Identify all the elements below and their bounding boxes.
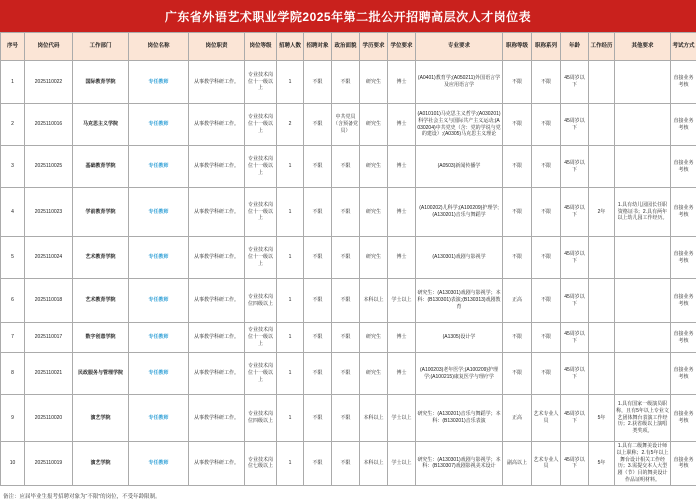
cell-exam: 直接业务考核: [671, 61, 696, 104]
cell-title-series: 不限: [532, 237, 561, 279]
cell-political: 不限: [332, 237, 360, 279]
cell-experience: [589, 279, 615, 323]
cell-exam: 直接业务考核: [671, 323, 696, 353]
cell-duty: 从事教学科研工作。: [189, 442, 245, 486]
col-header-title-series: 职称系列: [532, 33, 561, 61]
cell-other: 1.具有二级舞美设计师以上职称；2.有5年以上舞台设计相关工作经历；3.需提交本人大型剧（节）目的舞美设计作品证明材料。: [615, 442, 671, 486]
col-header-degree: 学位要求: [388, 33, 416, 61]
cell-title-series: 艺术专业人员: [532, 395, 561, 442]
cell-major: (A130301)戏剧与影视学: [416, 237, 503, 279]
cell-education: 研究生: [360, 188, 388, 237]
cell-political: 不限: [332, 353, 360, 395]
cell-department: 学前教育学院: [73, 188, 129, 237]
cell-education: 研究生: [360, 237, 388, 279]
cell-title-level: 不限: [503, 353, 532, 395]
cell-major: 研究生：(A130301)戏剧与影视学；本科：(B130307)戏剧影视美术设计: [416, 442, 503, 486]
footer-note: 备注：应届毕业生报考招聘对象为“不限”的岗位，不受年龄限制。: [3, 493, 161, 500]
cell-education: 研究生: [360, 146, 388, 188]
table-row: [1, 395, 696, 442]
table-row: [1, 279, 696, 323]
cell-department: 国际教育学院: [73, 61, 129, 104]
cell-other: [615, 61, 671, 104]
cell-age: 45周岁以下: [561, 442, 589, 486]
col-header-political: 政治面貌: [332, 33, 360, 61]
cell-target: 不限: [304, 146, 332, 188]
cell-age: 45周岁以下: [561, 279, 589, 323]
cell-other: [615, 353, 671, 395]
recruitment-table: [0, 32, 696, 486]
col-header-code: 岗位代码: [25, 33, 73, 61]
cell-target: 不限: [304, 61, 332, 104]
cell-title-level: 不限: [503, 323, 532, 353]
cell-age: 45周岁以下: [561, 353, 589, 395]
cell-major: (A0503)新闻传播学: [416, 146, 503, 188]
cell-code: 2025110019: [25, 442, 73, 486]
cell-political: 不限: [332, 188, 360, 237]
cell-position[interactable]: 专任教师: [129, 237, 189, 279]
cell-major: (A100202)儿科学;(A100209)护理学;(A130201)音乐与舞蹈学: [416, 188, 503, 237]
cell-headcount: 1: [277, 395, 304, 442]
col-header-title-level: 职称等级: [503, 33, 532, 61]
cell-education: 本科以上: [360, 442, 388, 486]
header-row: [1, 33, 696, 61]
cell-duty: 从事教学科研工作。: [189, 237, 245, 279]
cell-other: [615, 146, 671, 188]
cell-department: 基础教育学院: [73, 146, 129, 188]
cell-serial: 4: [1, 188, 25, 237]
cell-title-series: 不限: [532, 104, 561, 146]
cell-other: 1.具有幼儿园园长任职资格证书；2.具有两年以上幼儿园工作经历。: [615, 188, 671, 237]
col-header-serial: 序号: [1, 33, 25, 61]
cell-title-level: 不限: [503, 146, 532, 188]
cell-code: 2025110023: [25, 188, 73, 237]
cell-department: 马克思主义学院: [73, 104, 129, 146]
cell-exam: 直接业务考核: [671, 442, 696, 486]
col-header-target: 招聘对象: [304, 33, 332, 61]
cell-education: 研究生: [360, 104, 388, 146]
cell-grade: 专业技术岗位七级以上: [245, 442, 277, 486]
cell-title-level: 不限: [503, 104, 532, 146]
cell-degree: 博士: [388, 237, 416, 279]
cell-degree: 博士: [388, 323, 416, 353]
cell-department: 演艺学院: [73, 442, 129, 486]
cell-exam: 直接业务考核: [671, 237, 696, 279]
cell-title-level: 不限: [503, 237, 532, 279]
cell-experience: [589, 237, 615, 279]
cell-degree: 学士以上: [388, 279, 416, 323]
cell-headcount: 1: [277, 188, 304, 237]
col-header-major: 专业要求: [416, 33, 503, 61]
cell-position[interactable]: 专任教师: [129, 323, 189, 353]
cell-target: 不限: [304, 188, 332, 237]
cell-headcount: 1: [277, 237, 304, 279]
cell-degree: 学士以上: [388, 395, 416, 442]
cell-title-level: 不限: [503, 188, 532, 237]
cell-position[interactable]: 专任教师: [129, 104, 189, 146]
col-header-duty: 岗位职责: [189, 33, 245, 61]
cell-major: 研究生：(A130201)音乐与舞蹈学；本科：(B130201)音乐表演: [416, 395, 503, 442]
cell-title-series: 不限: [532, 279, 561, 323]
cell-position[interactable]: 专任教师: [129, 188, 189, 237]
table-header: [1, 33, 696, 61]
cell-political: 中共党员（含预备党员）: [332, 104, 360, 146]
cell-title-series: 艺术专业人员: [532, 442, 561, 486]
cell-other: [615, 237, 671, 279]
cell-target: 不限: [304, 323, 332, 353]
col-header-position: 岗位名称: [129, 33, 189, 61]
col-header-education: 学历要求: [360, 33, 388, 61]
cell-major: (A100203)老年医学;(A100209)护理学;(A100215)康复医学与理疗学: [416, 353, 503, 395]
cell-department: 民政服务与管理学院: [73, 353, 129, 395]
cell-exam: 直接业务考核: [671, 279, 696, 323]
cell-grade: 专业技术岗位四级以上: [245, 395, 277, 442]
cell-age: 45周岁以下: [561, 61, 589, 104]
cell-education: 研究生: [360, 61, 388, 104]
cell-grade: 专业技术岗位十一级以上: [245, 61, 277, 104]
cell-age: 45周岁以下: [561, 188, 589, 237]
cell-other: [615, 104, 671, 146]
cell-degree: 博士: [388, 353, 416, 395]
cell-major: 研究生：(A130301)戏剧与影视学；本科：(B130301)表演;(B130313)戏剧教育: [416, 279, 503, 323]
cell-exam: 直接业务考核: [671, 188, 696, 237]
cell-serial: 3: [1, 146, 25, 188]
cell-target: 不限: [304, 442, 332, 486]
col-header-age: 年龄: [561, 33, 589, 61]
cell-position[interactable]: 专任教师: [129, 61, 189, 104]
table-row: [1, 61, 696, 104]
cell-department: 艺术教育学院: [73, 279, 129, 323]
cell-position[interactable]: 专任教师: [129, 395, 189, 442]
table-row: [1, 146, 696, 188]
cell-title-series: 不限: [532, 353, 561, 395]
cell-code: 2025110017: [25, 323, 73, 353]
cell-education: 本科以上: [360, 279, 388, 323]
cell-major: (A0401)教育学;(A050211)外国语言学及应用语言学: [416, 61, 503, 104]
cell-other: 1.具有国家一级演员职称，且有5年以上专业文艺团体舞台表演工作经历；2.获省级以上演唱类奖项。: [615, 395, 671, 442]
cell-age: 45周岁以下: [561, 323, 589, 353]
cell-headcount: 1: [277, 442, 304, 486]
cell-exam: 直接业务考核: [671, 353, 696, 395]
cell-title-level: 副高以上: [503, 442, 532, 486]
cell-political: 不限: [332, 146, 360, 188]
cell-code: 2025110025: [25, 146, 73, 188]
cell-title-level: 正高: [503, 279, 532, 323]
cell-experience: [589, 146, 615, 188]
cell-experience: 5年: [589, 442, 615, 486]
table-row: [1, 323, 696, 353]
cell-other: [615, 323, 671, 353]
cell-duty: 从事教学科研工作。: [189, 146, 245, 188]
table-row: [1, 104, 696, 146]
cell-code: 2025110022: [25, 61, 73, 104]
cell-serial: 9: [1, 395, 25, 442]
cell-experience: [589, 353, 615, 395]
cell-target: 不限: [304, 353, 332, 395]
col-header-other: 其他要求: [615, 33, 671, 61]
cell-degree: 学士以上: [388, 442, 416, 486]
cell-code: 2025110018: [25, 279, 73, 323]
cell-code: 2025110016: [25, 104, 73, 146]
cell-department: 演艺学院: [73, 395, 129, 442]
cell-experience: [589, 61, 615, 104]
cell-political: 不限: [332, 61, 360, 104]
cell-duty: 从事教学科研工作。: [189, 61, 245, 104]
cell-education: 研究生: [360, 323, 388, 353]
cell-duty: 从事教学科研工作。: [189, 279, 245, 323]
cell-target: 不限: [304, 104, 332, 146]
cell-department: 艺术教育学院: [73, 237, 129, 279]
cell-degree: 博士: [388, 188, 416, 237]
cell-experience: 2年: [589, 188, 615, 237]
cell-grade: 专业技术岗位十一级以上: [245, 237, 277, 279]
cell-age: 45周岁以下: [561, 146, 589, 188]
cell-headcount: 1: [277, 279, 304, 323]
col-header-experience: 工作经历: [589, 33, 615, 61]
cell-grade: 专业技术岗位十一级以上: [245, 323, 277, 353]
cell-serial: 7: [1, 323, 25, 353]
cell-headcount: 1: [277, 353, 304, 395]
cell-experience: 5年: [589, 395, 615, 442]
cell-duty: 从事教学科研工作。: [189, 353, 245, 395]
cell-position[interactable]: 专任教师: [129, 442, 189, 486]
cell-duty: 从事教学科研工作。: [189, 104, 245, 146]
cell-grade: 专业技术岗位十一级以上: [245, 104, 277, 146]
cell-target: 不限: [304, 237, 332, 279]
cell-exam: 直接业务考核: [671, 146, 696, 188]
cell-code: 2025110024: [25, 237, 73, 279]
cell-degree: 博士: [388, 61, 416, 104]
cell-serial: 8: [1, 353, 25, 395]
cell-degree: 博士: [388, 146, 416, 188]
cell-position[interactable]: 专任教师: [129, 279, 189, 323]
cell-age: 45周岁以下: [561, 395, 589, 442]
cell-title-level: 不限: [503, 61, 532, 104]
cell-target: 不限: [304, 395, 332, 442]
table-body: [1, 61, 696, 486]
cell-education: 研究生: [360, 353, 388, 395]
cell-serial: 2: [1, 104, 25, 146]
cell-exam: 直接业务考核: [671, 104, 696, 146]
cell-political: 不限: [332, 323, 360, 353]
cell-grade: 专业技术岗位十一级以上: [245, 188, 277, 237]
cell-position[interactable]: 专任教师: [129, 146, 189, 188]
cell-serial: 1: [1, 61, 25, 104]
cell-serial: 5: [1, 237, 25, 279]
cell-title-series: 不限: [532, 61, 561, 104]
cell-political: 不限: [332, 442, 360, 486]
cell-title-series: 不限: [532, 188, 561, 237]
cell-other: [615, 279, 671, 323]
cell-grade: 专业技术岗位十一级以上: [245, 146, 277, 188]
cell-headcount: 2: [277, 104, 304, 146]
cell-major: (A1305)设计学: [416, 323, 503, 353]
cell-target: 不限: [304, 279, 332, 323]
cell-serial: 10: [1, 442, 25, 486]
page-title: 广东省外语艺术职业学院2025年第二批公开招聘高层次人才岗位表: [0, 0, 696, 32]
table-row: [1, 237, 696, 279]
cell-political: 不限: [332, 279, 360, 323]
cell-degree: 博士: [388, 104, 416, 146]
cell-duty: 从事教学科研工作。: [189, 395, 245, 442]
cell-experience: [589, 104, 615, 146]
cell-title-series: 不限: [532, 323, 561, 353]
cell-experience: [589, 323, 615, 353]
cell-serial: 6: [1, 279, 25, 323]
cell-education: 本科以上: [360, 395, 388, 442]
col-header-exam: 考试方式: [671, 33, 696, 61]
cell-code: 2025110021: [25, 353, 73, 395]
cell-grade: 专业技术岗位四级以上: [245, 279, 277, 323]
cell-duty: 从事教学科研工作。: [189, 323, 245, 353]
table-row: [1, 442, 696, 486]
cell-major: (A010101)马克思主义哲学;(A030201)科学社会主义与国际共产主义运动;(A030204)中共党史（含：党的学说与党的建设）;(A0305)马克思主义理论: [416, 104, 503, 146]
col-header-headcount: 招聘人数: [277, 33, 304, 61]
cell-headcount: 1: [277, 323, 304, 353]
cell-position[interactable]: 专任教师: [129, 353, 189, 395]
table-row: [1, 188, 696, 237]
cell-title-level: 正高: [503, 395, 532, 442]
col-header-department: 工作部门: [73, 33, 129, 61]
cell-grade: 专业技术岗位十一级以上: [245, 353, 277, 395]
cell-exam: 直接业务考核: [671, 395, 696, 442]
cell-headcount: 1: [277, 61, 304, 104]
cell-age: 45周岁以下: [561, 104, 589, 146]
cell-department: 数字创意学院: [73, 323, 129, 353]
col-header-grade: 岗位等级: [245, 33, 277, 61]
cell-political: 不限: [332, 395, 360, 442]
cell-code: 2025110020: [25, 395, 73, 442]
cell-duty: 从事教学科研工作。: [189, 188, 245, 237]
cell-headcount: 1: [277, 146, 304, 188]
cell-age: 45周岁以下: [561, 237, 589, 279]
table-row: [1, 353, 696, 395]
cell-title-series: 不限: [532, 146, 561, 188]
